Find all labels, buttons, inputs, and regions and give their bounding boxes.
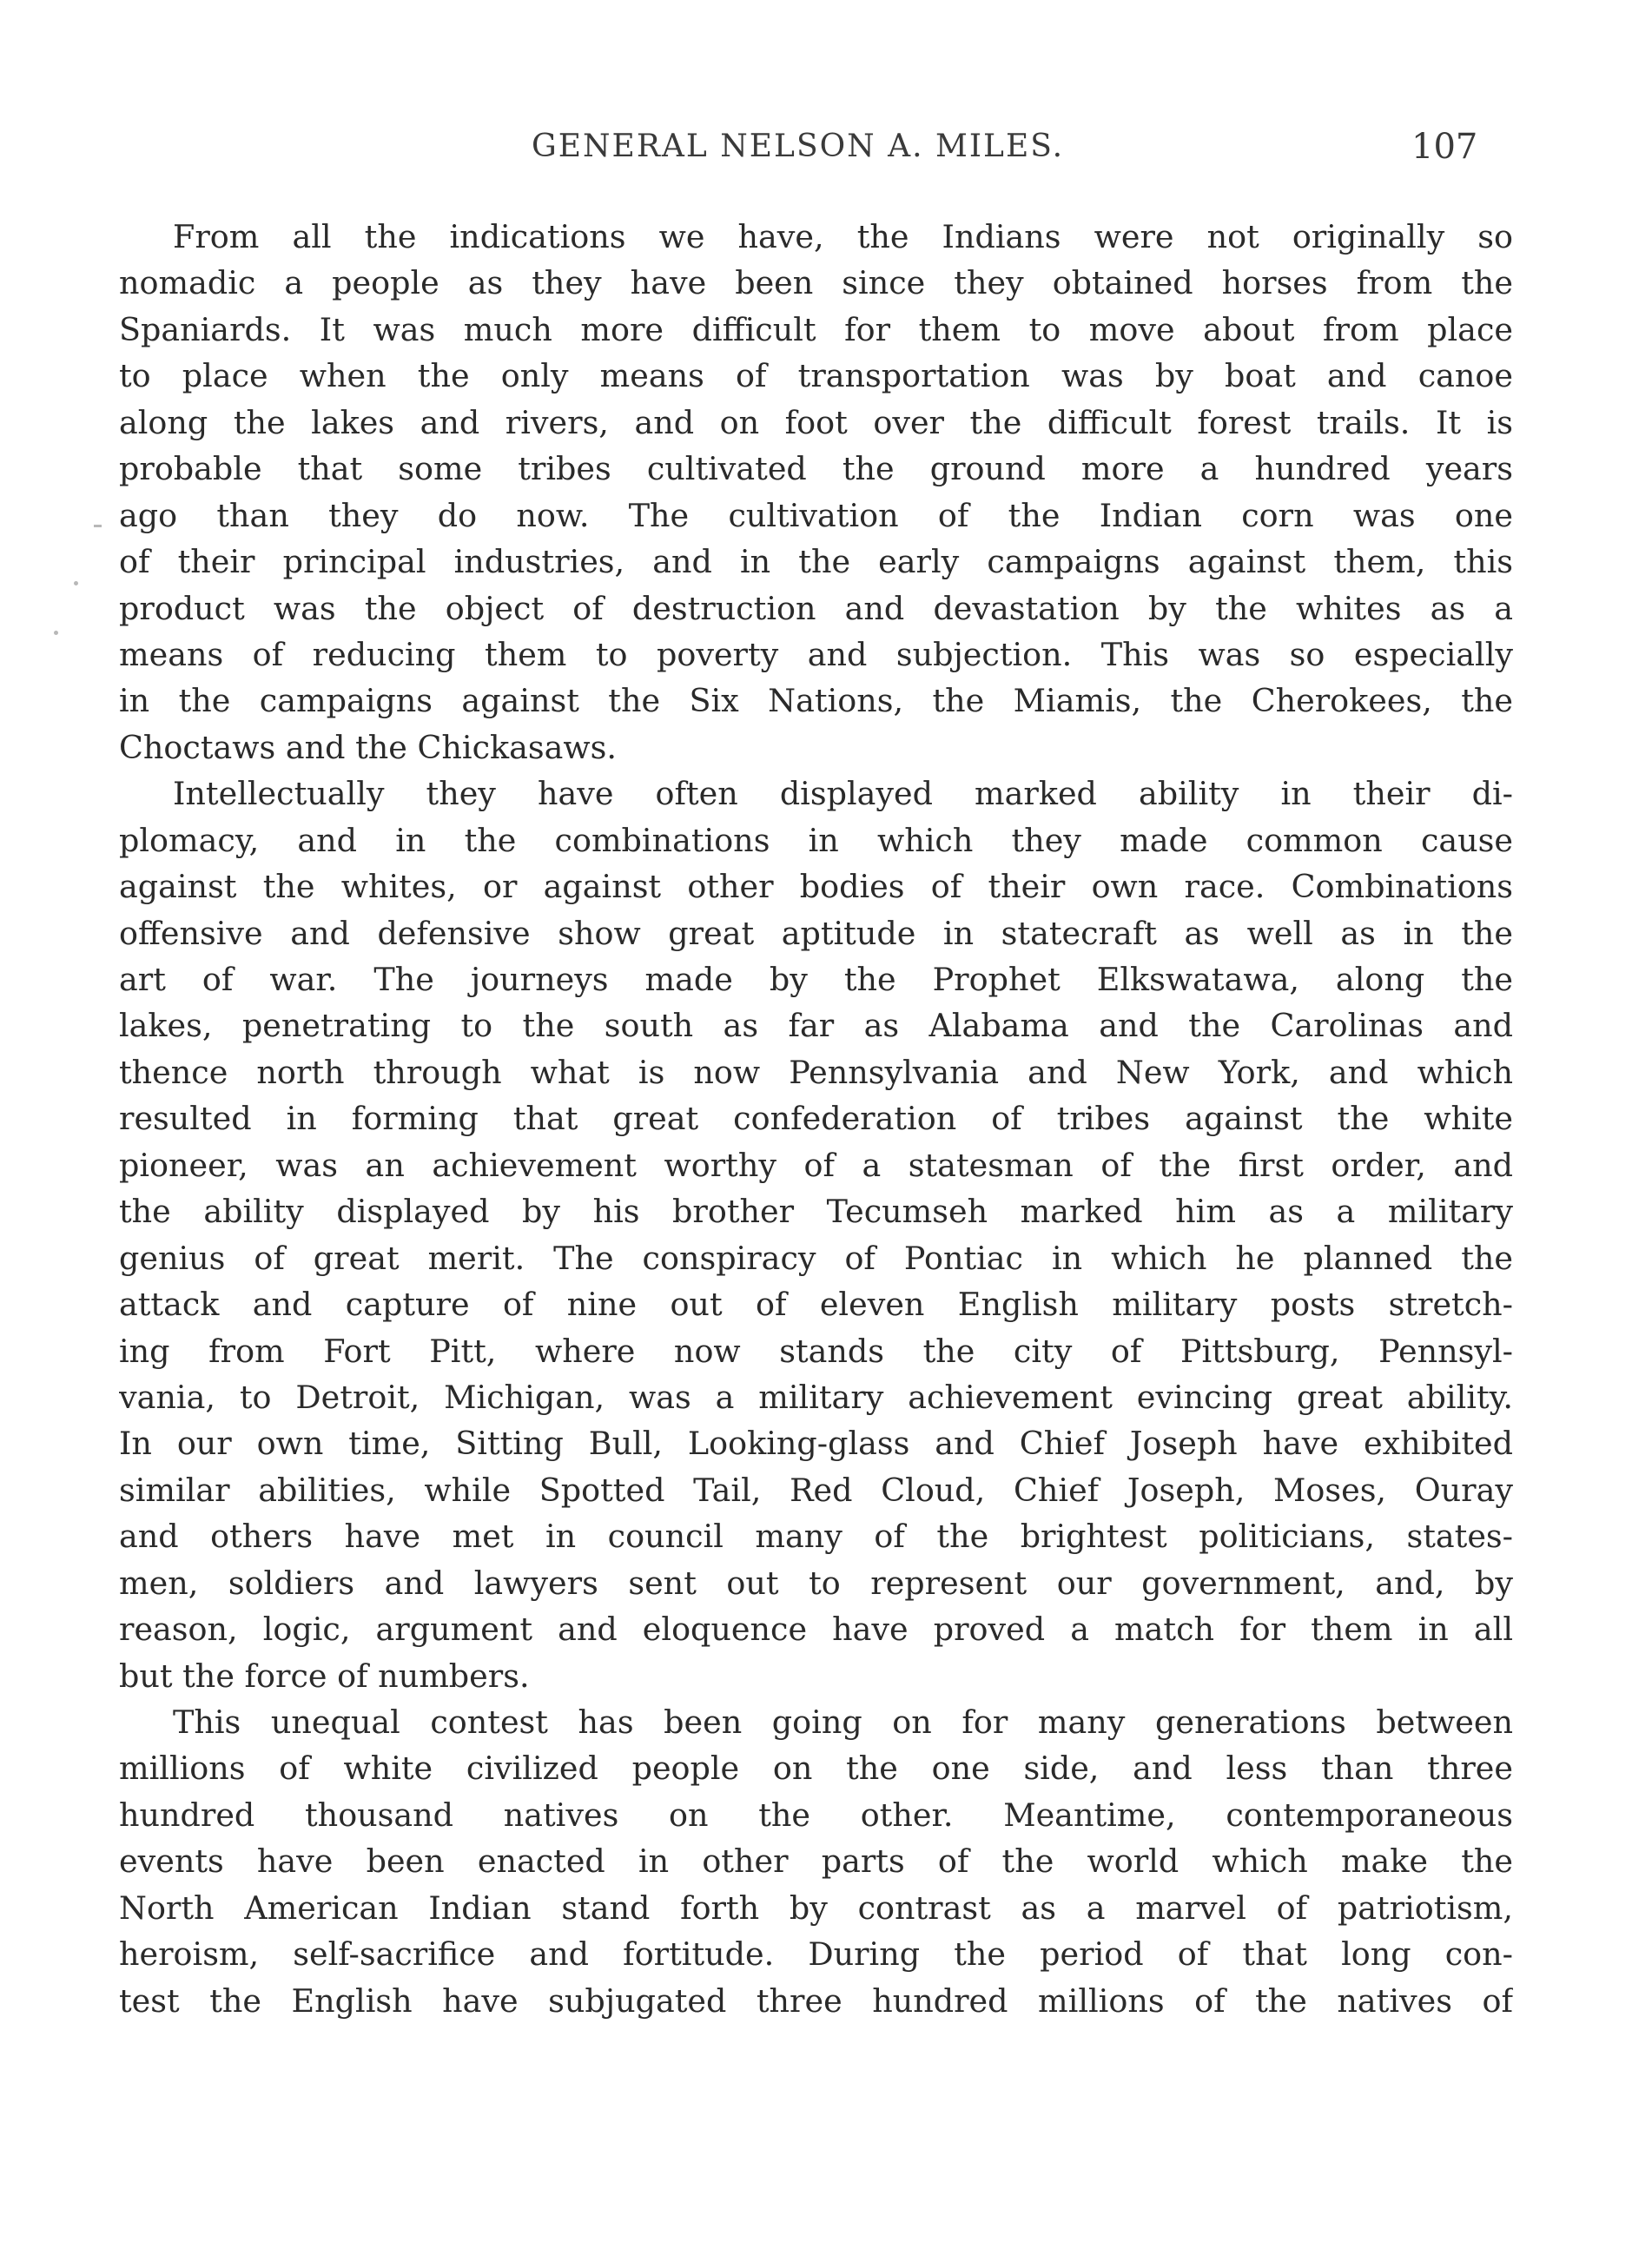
text-line: along the lakes and rivers, and on foot over the difficult forest trails. It is [119, 403, 1513, 441]
text-line: This unequal contest has been going on for many generations between [173, 1703, 1513, 1741]
text-line: men, soldiers and lawyers sent out to represent our government, and, by [119, 1564, 1513, 1602]
text-line: North American Indian stand forth by contrast as a marvel of patriotism, [119, 1888, 1513, 1927]
text-line: nomadic a people as they have been since they obtained horses from the [119, 264, 1513, 302]
text-line: and others have met in council many of the brightest politicians, states- [119, 1518, 1513, 1556]
body-text [119, 214, 1513, 2024]
text-line: From all the indications we have, the Indians were not originally so [173, 218, 1513, 255]
text-line: ago than they do now. The cultivation of the Indian corn was one [119, 496, 1513, 534]
text-line: In our own time, Sitting Bull, Looking-glass and Chief Joseph have exhibited [119, 1425, 1513, 1463]
text-line: vania, to Detroit, Michigan, was a military achievement evincing great ability. [119, 1378, 1513, 1416]
text-line: reason, logic, argument and eloquence have proved a match for them in all [119, 1611, 1513, 1649]
text-line: resulted in forming that great confederation of tribes against the white [119, 1100, 1513, 1138]
margin-mark [54, 631, 58, 635]
text-line: product was the object of destruction and devastation by the whites as a [119, 589, 1513, 627]
text-line: Spaniards. It was much more difficult for them to move about from place [119, 310, 1513, 348]
text-line: millions of white civilized people on the one side, and less than three [119, 1749, 1513, 1788]
running-head [0, 129, 1652, 181]
margin-mark [74, 581, 78, 585]
text-line: in the campaigns against the Six Nations, the Miamis, the Cherokees, the [119, 682, 1513, 720]
text-line: heroism, self-sacrifice and fortitude. During the period of that long con- [119, 1935, 1513, 1974]
text-line: thence north through what is now Pennsylvania and New York, and which [119, 1053, 1513, 1091]
text-line: genius of great merit. The conspiracy of Pontiac in which he planned the [119, 1239, 1513, 1277]
text-line: means of reducing them to poverty and subjection. This was so especially [119, 635, 1513, 673]
text-line: Choctaws and the Chickasaws. [119, 728, 617, 766]
text-line: offensive and defensive show great aptitude in statecraft as well as in the [119, 914, 1513, 952]
text-line: events have been enacted in other parts of the world which make the [119, 1842, 1513, 1881]
text-line: lakes, penetrating to the south as far as Alabama and the Carolinas and [119, 1007, 1513, 1045]
text-line: but the force of numbers. [119, 1657, 530, 1695]
page-number: 107 [1411, 127, 1478, 167]
text-line: pioneer, was an achievement worthy of a statesman of the first order, and [119, 1146, 1513, 1184]
text-line: test the English have subjugated three hundred millions of the natives of [119, 1981, 1513, 2020]
text-line: probable that some tribes cultivated the ground more a hundred years [119, 450, 1513, 488]
text-line: plomacy, and in the combinations in which they made common cause [119, 821, 1513, 859]
text-line: ing from Fort Pitt, where now stands the city of Pittsburg, Pennsyl- [119, 1332, 1513, 1370]
running-title: GENERAL NELSON A. MILES. [532, 129, 1065, 164]
margin-mark [94, 525, 102, 527]
text-line: similar abilities, while Spotted Tail, Red Cloud, Chief Joseph, Moses, Ouray [119, 1471, 1513, 1509]
text-line: to place when the only means of transportation was by boat and canoe [119, 357, 1513, 395]
text-line: of their principal industries, and in the early campaigns against them, this [119, 543, 1513, 581]
text-line: against the whites, or against other bodies of their own race. Combinations [119, 868, 1513, 906]
text-line: attack and capture of nine out of eleven English military posts stretch- [119, 1286, 1513, 1324]
text-line: art of war. The journeys made by the Prophet Elkswatawa, along the [119, 961, 1513, 998]
text-line: the ability displayed by his brother Tecumseh marked him as a military [119, 1193, 1513, 1231]
text-line: Intellectually they have often displayed marked ability in their di- [173, 775, 1513, 813]
text-line: hundred thousand natives on the other. Meantime, contemporaneous [119, 1796, 1513, 1834]
